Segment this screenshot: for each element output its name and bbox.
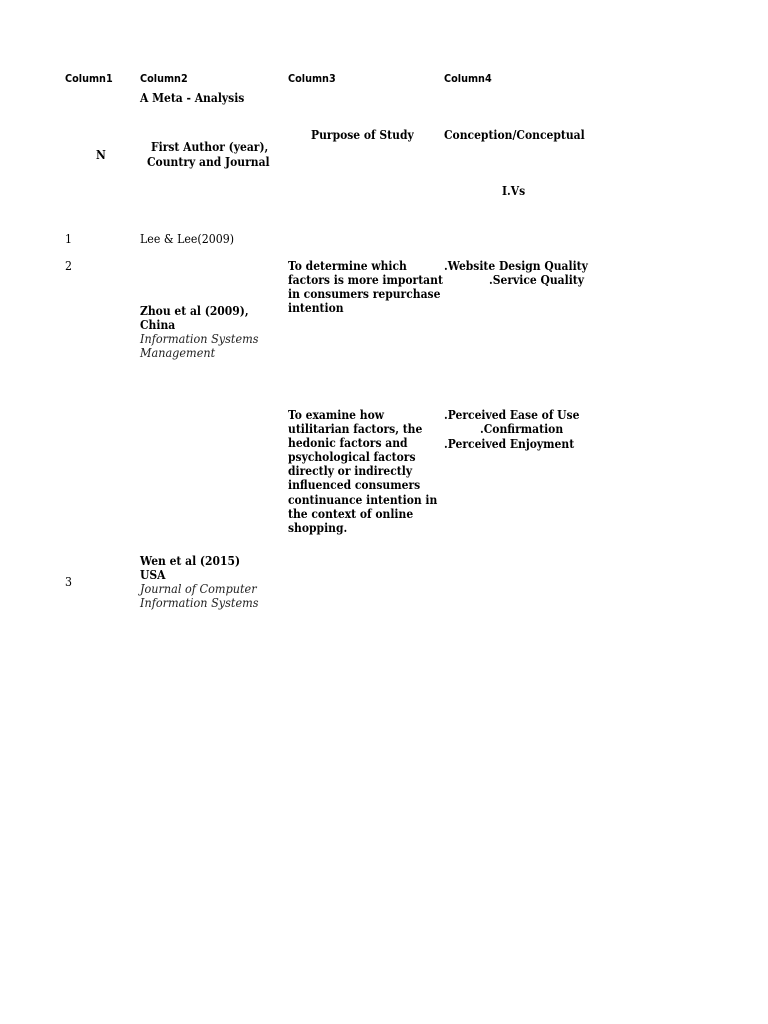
row-3-purpose-line2: utilitarian factors, the: [288, 421, 423, 436]
row-3-author-line2: USA: [140, 567, 166, 582]
row-3-iv-3: .Perceived Enjoyment: [444, 436, 575, 451]
col-title-author-line2: Country and Journal: [147, 154, 270, 169]
row-3-purpose-line9: shopping.: [288, 520, 348, 535]
col-title-author-line1: First Author (year),: [151, 139, 269, 154]
row-3-purpose-line4: psychological factors: [288, 449, 416, 464]
column-header-2: Column2: [140, 72, 188, 85]
row-3-purpose-line8: the context of online: [288, 506, 414, 521]
row-2-journal-line2: Management: [140, 345, 216, 360]
col-title-ivs: I.Vs: [502, 183, 526, 198]
column4-clip: [443, 0, 586, 1024]
row-3-purpose-line6: influenced consumers: [288, 477, 421, 492]
row-3-purpose-line3: hedonic factors and: [288, 435, 408, 450]
row-2-iv-2: .Service Quality: [489, 272, 585, 287]
row-3-journal-line1: Journal of Computer: [140, 581, 257, 596]
row-2-purpose-line3: in consumers repurchase: [288, 286, 441, 301]
row-1-author: Lee & Lee(2009): [140, 231, 235, 246]
row-3-purpose-line7: continuance intention in: [288, 492, 438, 507]
section-title: A Meta - Analysis: [140, 90, 245, 105]
row-3-purpose-line1: To examine how: [288, 407, 384, 422]
row-3-purpose-line5: directly or indirectly: [288, 463, 413, 478]
row-2-number: 2: [65, 258, 72, 273]
row-2-iv-1: .Website Design Quality: [444, 258, 588, 273]
row-2-purpose-line4: intention: [288, 300, 344, 315]
row-3-iv-2: .Confirmation: [480, 421, 564, 436]
col-title-n: N: [96, 147, 106, 162]
col-title-conception: Conception/Conceptual: [444, 127, 585, 142]
column-header-4: Column4: [444, 72, 492, 85]
column-header-3: Column3: [288, 72, 336, 85]
row-2-author-line2: China: [140, 317, 176, 332]
row-3-iv-1: .Perceived Ease of Use: [444, 407, 580, 422]
row-2-purpose-line2: factors is more important: [288, 272, 443, 287]
row-2-purpose-line1: To determine which: [288, 258, 407, 273]
row-1-number: 1: [65, 231, 72, 246]
row-3-author-line1: Wen et al (2015): [140, 553, 241, 568]
row-2-journal-line1: Information Systems: [140, 331, 259, 346]
row-3-journal-line2: Information Systems: [140, 595, 259, 610]
column-header-1: Column1: [65, 72, 113, 85]
row-3-number: 3: [65, 574, 72, 589]
row-2-author-line1: Zhou et al (2009),: [140, 303, 249, 318]
col-title-purpose: Purpose of Study: [311, 127, 414, 142]
